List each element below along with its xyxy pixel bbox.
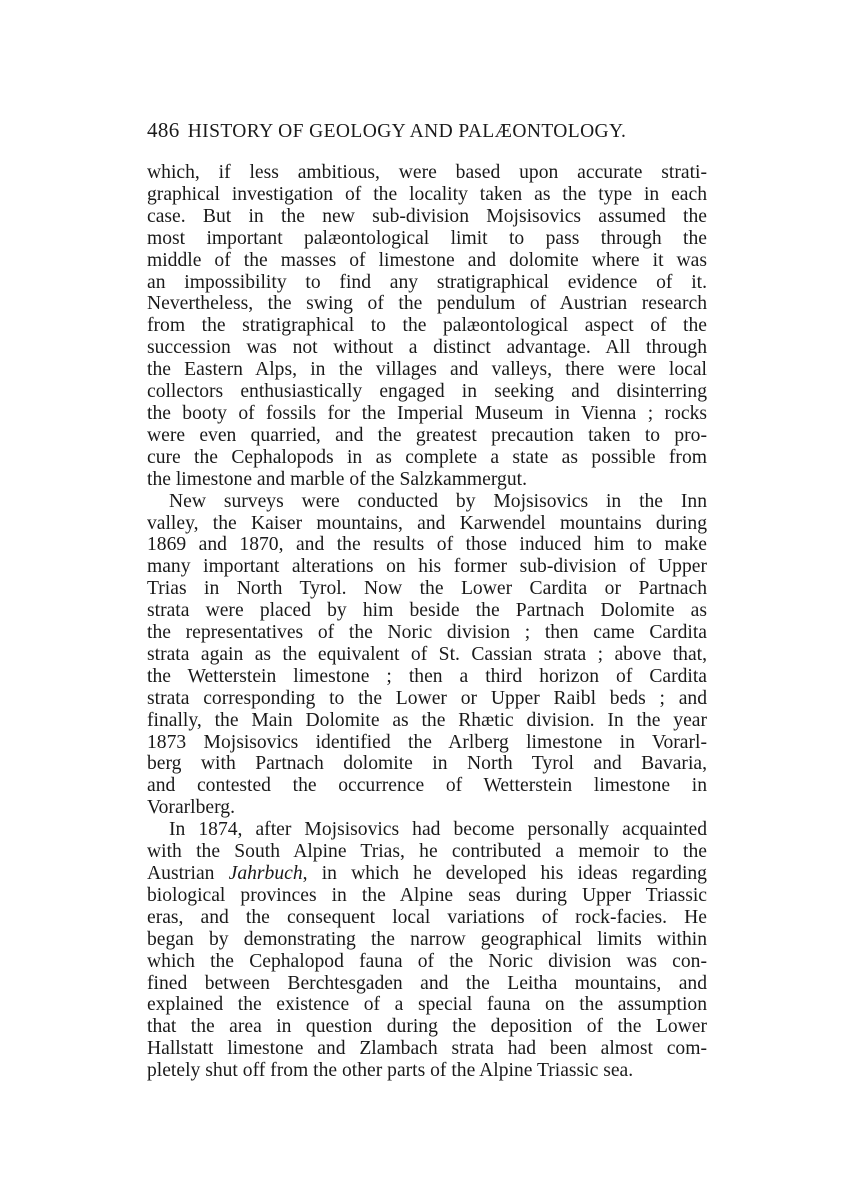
text-line: which the Cephalopod fauna of the Noric division was con- [147, 950, 707, 972]
text-line: Trias in North Tyrol. Now the Lower Cardita or Partnach [147, 578, 707, 600]
text-line: case. But in the new sub-division Mojsisovics assumed the [147, 205, 707, 227]
text-line: succession was not without a distinct advantage. All through [147, 337, 707, 359]
text-line: strata were placed by him beside the Partnach Dolomite as [147, 600, 707, 622]
text-line: the Wetterstein limestone ; then a third horizon of Cardita [147, 665, 707, 687]
text-line: the representatives of the Noric division ; then came Cardita [147, 622, 707, 644]
text-line: the Eastern Alps, in the villages and valleys, there were local [147, 359, 707, 381]
text-line: the booty of fossils for the Imperial Museum in Vienna ; rocks [147, 402, 707, 424]
text-line: most important palæontological limit to pass through the [147, 227, 707, 249]
text-line: many important alterations on his former sub-division of Upper [147, 556, 707, 578]
text-line: valley, the Kaiser mountains, and Karwendel mountains during [147, 512, 707, 534]
running-header [147, 118, 707, 143]
text-line: with the South Alpine Trias, he contributed a memoir to the [147, 841, 707, 863]
text-line: which, if less ambitious, were based upon accurate strati- [147, 162, 707, 183]
text-line: Nevertheless, the swing of the pendulum of Austrian research [147, 293, 707, 315]
text-line: from the stratigraphical to the palæontological aspect of the [147, 315, 707, 337]
text-line: were even quarried, and the greatest precaution taken to pro- [147, 424, 707, 446]
text-line: In 1874, after Mojsisovics had become personally acquainted [169, 819, 707, 841]
text-line: and contested the occurrence of Wetterstein limestone in [147, 775, 707, 797]
paragraph [147, 491, 707, 820]
page-number: 486 [147, 118, 180, 142]
text-line: collectors enthusiastically engaged in seeking and disinterring [147, 381, 707, 403]
body-text [147, 162, 707, 1082]
text-line: strata corresponding to the Lower or Upper Raibl beds ; and [147, 687, 707, 709]
text-line: the limestone and marble of the Salzkammergut. [147, 468, 527, 490]
text-line: 1873 Mojsisovics identified the Arlberg limestone in Vorarl- [147, 731, 707, 753]
text-line: fined between Berchtesgaden and the Leitha mountains, and [147, 972, 707, 994]
text-line: strata again as the equivalent of St. Cassian strata ; above that, [147, 643, 707, 665]
text-line: Vorarlberg. [147, 797, 235, 819]
paragraph [147, 162, 707, 491]
text-line: berg with Partnach dolomite in North Tyrol and Bavaria, [147, 753, 707, 775]
text-line: cure the Cephalopods in as complete a state as possible from [147, 446, 707, 468]
text-line: pletely shut off from the other parts of the Alpine Triassic sea. [147, 1060, 634, 1082]
text-line: middle of the masses of limestone and dolomite where it was [147, 249, 707, 271]
text-line: New surveys were conducted by Mojsisovics in the Inn [169, 490, 707, 512]
paragraph [147, 819, 707, 1082]
text-line: finally, the Main Dolomite as the Rhætic division. In the year [147, 709, 707, 731]
text-line: Austrian Jahrbuch, in which he developed his ideas regarding [147, 863, 707, 884]
text-line: began by demonstrating the narrow geographical limits within [147, 928, 707, 950]
text-line: an impossibility to find any stratigraphical evidence of it. [147, 271, 707, 293]
text-line: 1869 and 1870, and the results of those induced him to make [147, 534, 707, 556]
text-line: Hallstatt limestone and Zlambach strata had been almost com- [147, 1038, 707, 1060]
text-line: graphical investigation of the locality taken as the type in each [147, 183, 707, 205]
text-line: eras, and the consequent local variations of rock-facies. He [147, 906, 707, 928]
running-title: HISTORY OF GEOLOGY AND PALÆONTOLOGY. [187, 121, 627, 142]
text-line: explained the existence of a special fauna on the assumption [147, 994, 707, 1016]
text-line: that the area in question during the deposition of the Lower [147, 1016, 707, 1038]
text-line: biological provinces in the Alpine seas during Upper Triassic [147, 884, 707, 906]
